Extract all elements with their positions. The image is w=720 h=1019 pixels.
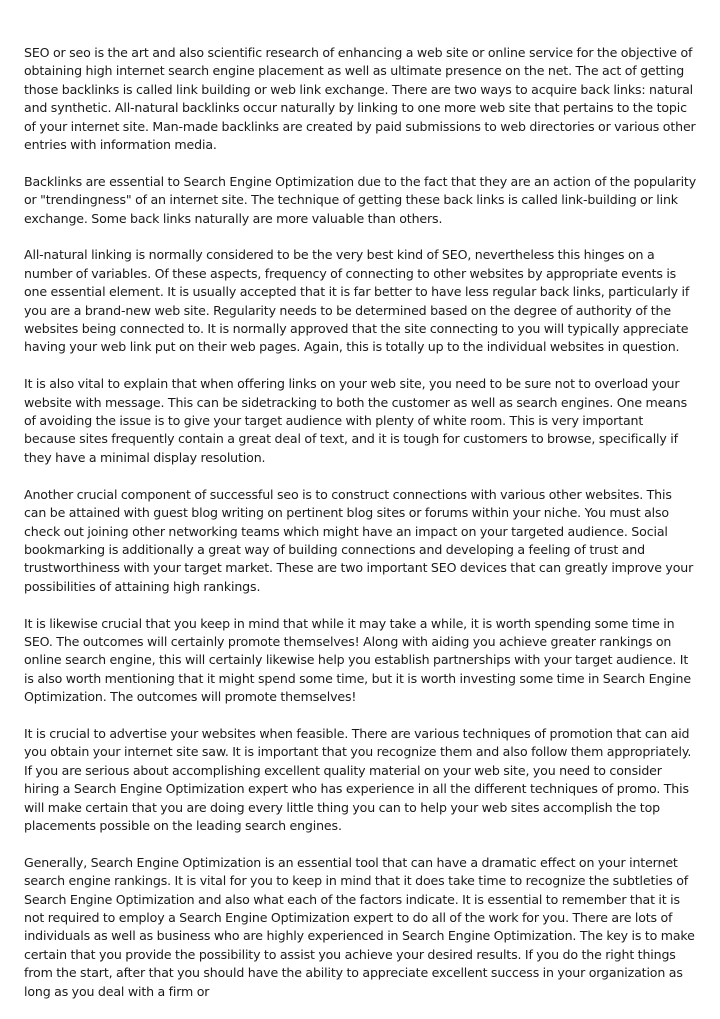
paragraph: Generally, Search Engine Optimization is an essential tool that can have a dramatic effect on your internet search engine rankings. It is vital for you to keep in mind that it does take time to recognize the subtleties of Search Engine Optimization and also what each of the factors indicate. It is essential to remember that it is not required to employ a Search Engine Optimization expert to do all of the work for you. There are lots of individuals as well as business who are highly experienced in Search Engine Optimization. The key is to make certain that you provide the possibility to assist you achieve your desired results. If you do the right things from the start, after that you should have the ability to appreciate excellent success in your organization as long as you deal with a firm or bbox=[24, 854, 695, 999]
paragraph: Another crucial component of successful seo is to construct connections with various other websites. This can be attained with guest blog writing on pertinent blog sites or forums within your niche. You must also check out joining other networking teams which might have an impact on your targeted audience. Social bookmarking is additionally a great way of building connections and developing a feeling of trust and trustworthiness with your target market. These are two important SEO devices that can greatly improve your possibilities of attaining high rankings. bbox=[24, 486, 694, 594]
paragraph: It is likewise crucial that you keep in mind that while it may take a while, it is worth spending some time in SEO. The outcomes will certainly promote themselves! Along with aiding you achieve greater rankings on online search engine, this will certainly likewise help you establish partnerships with your target audience. It is also worth mentioning that it might spend some time, but it is worth investing some time in Search Engine Optimization. The outcomes will promote themselves! bbox=[24, 615, 691, 705]
paragraph: All-natural linking is normally considered to be the very best kind of SEO, nevertheless this hinges on a number of variables. Of these aspects, frequency of connecting to other websites by appropriate events is one essential element. It is usually accepted that it is far better to have less regular back links, particularly if you are a brand-new web site. Regularity needs to be determined based on the degree of authority of the websites being connected to. It is normally approved that the site connecting to you will typically appreciate having your web link put on their web pages. Again, this is totally up to the individual websites in question. bbox=[24, 247, 690, 355]
paragraph: SEO or seo is the art and also scientific research of enhancing a web site or online service for the objective of obtaining high internet search engine placement as well as ultimate presence on the net. The act of getting those backlinks is called link building or web link exchange. There are two ways to acquire back links: natural and synthetic. All-natural backlinks occur naturally by linking to one more web site that pertains to the topic of your internet site. Man-made backlinks are created by paid submissions to web directories or various other entries with information media. bbox=[24, 45, 696, 153]
paragraph: It is crucial to advertise your websites when feasible. There are various techniques of promotion that can aid you obtain your internet site saw. It is important that you recognize them and also follow them appropriately. If you are serious about accomplishing excellent quality material on your web site, you need to consider hiring a Search Engine Optimization expert who has experience in all the different techniques of promo. This will make certain that you are doing every little thing you can to help your web sites accomplish the top placements possible on the leading search engines. bbox=[24, 725, 692, 833]
article-body bbox=[24, 44, 696, 1019]
paragraph: It is also vital to explain that when offering links on your web site, you need to be sure not to overload your website with message. This can be sidetracking to both the customer as well as search engines. One means of avoiding the issue is to give your target audience with plenty of white room. This is very important because sites frequently contain a great deal of text, and it is tough for customers to browse, specifically if they have a minimal display resolution. bbox=[24, 376, 687, 465]
paragraph: Backlinks are essential to Search Engine Optimization due to the fact that they are an action of the popularity or "trendingness" of an internet site. The technique of getting these back links is called link-building or link exchange. Some back links naturally are more valuable than others. bbox=[24, 173, 697, 226]
